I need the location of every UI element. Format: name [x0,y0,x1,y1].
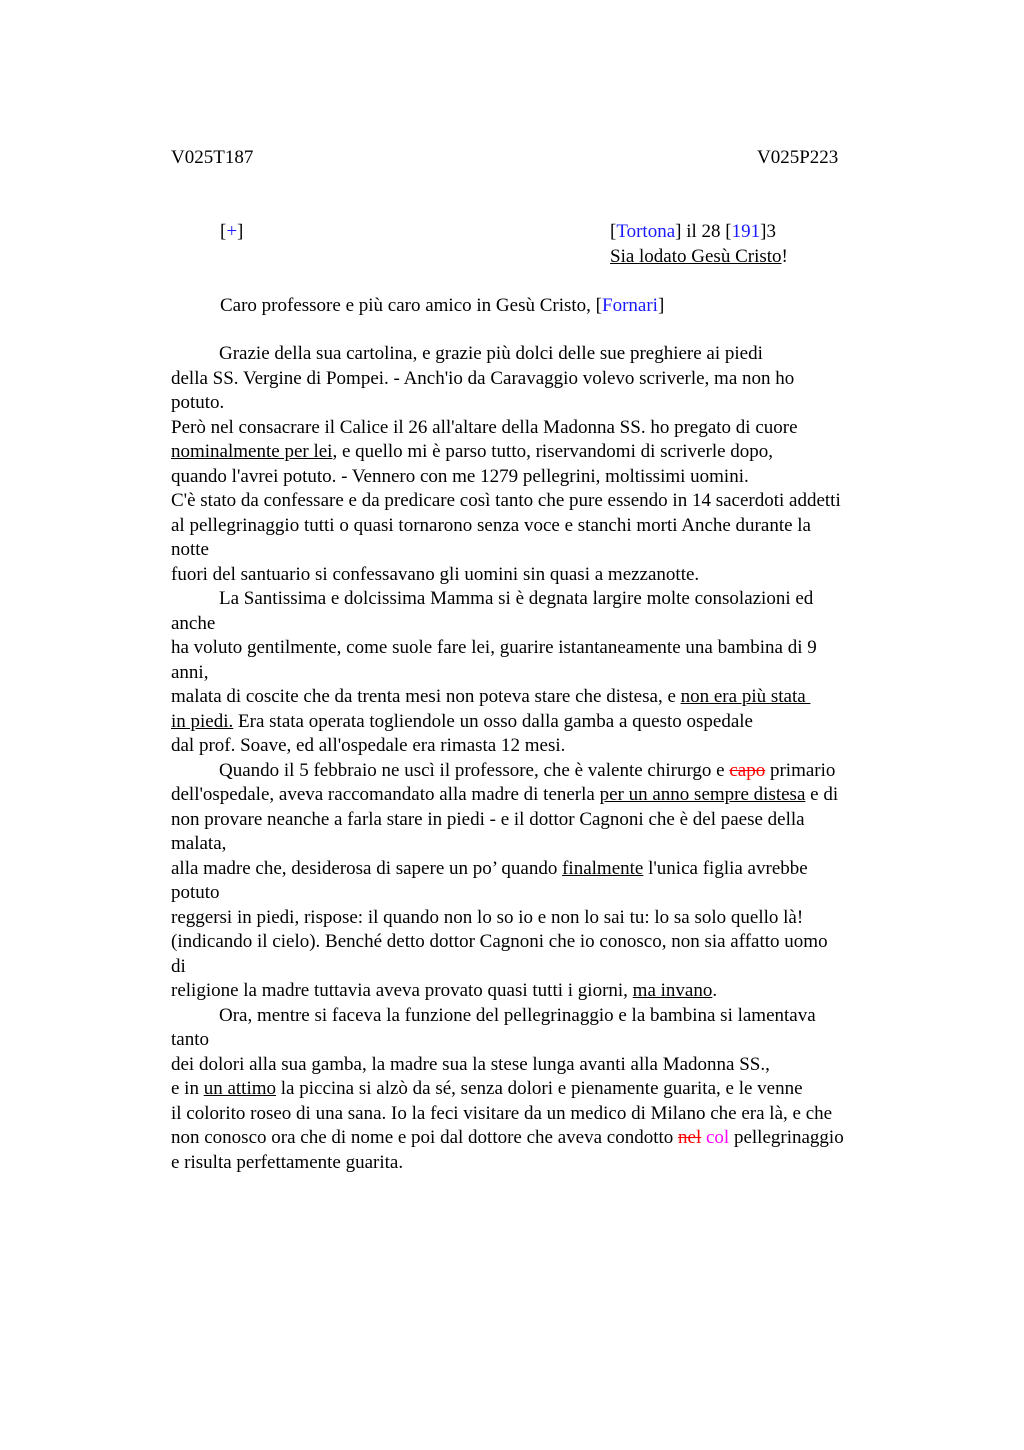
deleted-text: nel [678,1127,702,1148]
body-line: in piedi. Era stata operata togliendole un osso dalla gamba a questo ospedale [171,710,753,732]
editorial-note: [+] [220,221,244,242]
letter-body [171,342,911,1175]
body-line: C'è stato da confessare e da predicare così tanto che pure essendo in 14 sacerdoti addetti [171,490,841,511]
place-date: [Tortona] il 28 [191]3 [610,221,776,242]
body-line: Grazie della sua cartolina, e grazie più dolci delle sue preghiere ai piedi [219,343,763,364]
body-line: e in un attimo la piccina si alzò da sé, senza dolori e pienamente guarita, e le venne [171,1078,803,1099]
body-line: quando l'avrei potuto. - Vennero con me 1279 pellegrini, moltissimi uomini. [171,465,749,487]
body-line: Però nel consacrare il Calice il 26 all'altare della Madonna SS. ho pregato di cuore [171,416,798,438]
body-line: il colorito roseo di una sana. Io la feci visitare da un medico di Milano che era là, e che [171,1102,833,1124]
body-line: dei dolori alla sua gamba, la madre sua la stese lunga avanti alla Madonna SS., [171,1053,770,1075]
year-link[interactable]: 191 [731,221,761,242]
body-line: religione la madre tuttavia aveva provato quasi tutti i giorni, ma invano. [171,980,718,1001]
body-line: e risulta perfettamente guarita. [171,1151,404,1173]
body-line: notte [171,539,209,560]
salutation: Caro professore e più caro amico in Gesù Cristo, [Fornari] [220,295,665,316]
body-line: Quando il 5 febbraio ne uscì il professore, che è valente chirurgo e capo primario [219,759,836,781]
body-line: tanto [171,1029,209,1050]
plus-link[interactable]: + [226,221,238,242]
greeting: Sia lodato Gesù Cristo! [610,246,788,267]
body-line: anche [171,612,216,634]
document-code-left: V025T187 [171,147,254,168]
body-line: non conosco ora che di nome e poi dal dottore che aveva condotto nel col pellegrinaggio [171,1127,844,1148]
body-line: malata, [171,833,227,854]
body-line: potuto. [171,392,225,413]
body-line: dell'ospedale, aveva raccomandato alla madre di tenerla per un anno sempre distesa e di [171,784,839,805]
body-line: di [171,955,186,977]
body-line: ha voluto gentilmente, come suole fare lei, guarire istantaneamente una bambina di 9 [171,637,817,658]
body-line: nominalmente per lei, e quello mi è parso tutto, riservandomi di scriverle dopo, [171,441,774,462]
body-line: alla madre che, desiderosa di sapere un po’ quando finalmente l'unica figlia avrebbe [171,857,808,879]
body-line: della SS. Vergine di Pompei. - Anch'io da Caravaggio volevo scriverle, ma non ho [171,367,795,389]
place-link[interactable]: Tortona [616,221,676,242]
body-line: al pellegrinaggio tutti o quasi tornarono senza voce e stanchi morti Anche durante la [171,514,811,536]
body-line: non provare neanche a farla stare in piedi - e il dottor Cagnoni che è del paese della [171,808,805,830]
body-line: reggersi in piedi, rispose: il quando non lo so io e non lo sai tu: lo sa solo quello là! [171,906,804,928]
body-line: (indicando il cielo). Benché detto dottor Cagnoni che io conosco, non sia affatto uomo [171,931,828,952]
body-line: potuto [171,882,220,903]
body-line: fuori del santuario si confessavano gli uomini sin quasi a mezzanotte. [171,563,700,585]
recipient-link[interactable]: Fornari [602,295,658,316]
body-line: La Santissima e dolcissima Mamma si è degnata largire molte consolazioni ed [219,588,814,609]
body-line: malata di coscite che da trenta mesi non poteva stare che distesa, e non era più stata [171,686,811,707]
body-line: Ora, mentre si faceva la funzione del pellegrinaggio e la bambina si lamentava [219,1004,816,1026]
deleted-text: capo [729,759,766,781]
document-code-right: V025P223 [757,147,839,168]
body-line: dal prof. Soave, ed all'ospedale era rimasta 12 mesi. [171,735,566,756]
body-line: anni, [171,661,209,683]
inserted-text: col [701,1127,730,1148]
